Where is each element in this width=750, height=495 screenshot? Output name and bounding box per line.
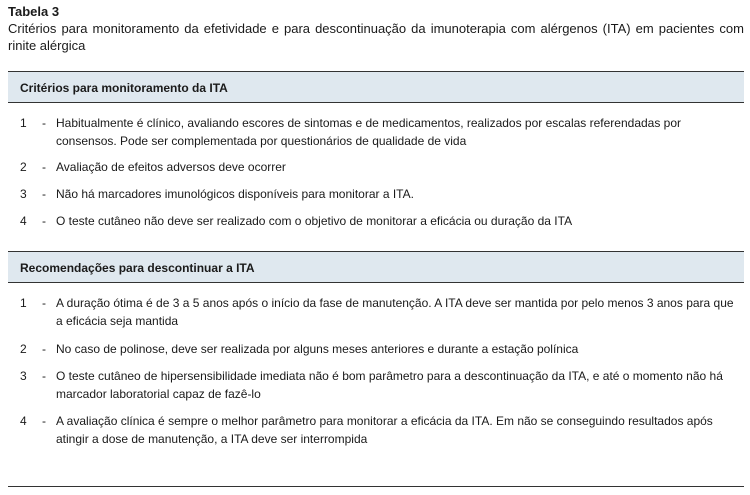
item-number: 3 [20, 187, 27, 201]
item-text: A avaliação clínica é sempre o melhor parâmetro para monitorar a eficácia da ITA. Em não se conseguindo resultados após atingir a dose de manutenção, a ITA deve ser interrompida [56, 414, 713, 446]
item-text: O teste cutâneo não deve ser realizado com o objetivo de monitorar a eficácia ou duração da ITA [56, 214, 573, 228]
section-heading-monitoring: Critérios para monitoramento da ITA [20, 81, 228, 95]
item-dash: - [42, 369, 46, 383]
list-item [20, 158, 736, 176]
item-dash: - [42, 342, 46, 356]
list-item [20, 412, 736, 448]
item-number: 1 [20, 296, 27, 310]
item-number: 2 [20, 342, 27, 356]
item-dash: - [42, 214, 46, 228]
item-number: 3 [20, 369, 27, 383]
item-number: 4 [20, 214, 27, 228]
list-item [20, 367, 736, 403]
list-item [20, 114, 736, 150]
list-item [20, 340, 736, 358]
item-dash: - [42, 187, 46, 201]
item-dash: - [42, 414, 46, 428]
item-dash: - [42, 296, 46, 310]
table-title: Tabela 3 [8, 4, 60, 19]
item-text: O teste cutâneo de hipersensibilidade imediata não é bom parâmetro para a descontinuação da ITA, e até o momento não há marcador laboratorial capaz de fazê-lo [56, 369, 723, 401]
item-number: 2 [20, 160, 27, 174]
item-number: 1 [20, 116, 27, 130]
item-text: No caso de polinose, deve ser realizada por alguns meses anteriores e durante a estação polínica [56, 342, 579, 356]
list-item [20, 212, 736, 230]
item-dash: - [42, 116, 46, 130]
item-text: Avaliação de efeitos adversos deve ocorrer [56, 160, 286, 174]
bottom-rule [8, 486, 744, 487]
list-item [20, 185, 736, 203]
list-item [20, 294, 736, 330]
item-text: Não há marcadores imunológicos disponíveis para monitorar a ITA. [56, 187, 414, 201]
section-heading-discontinue: Recomendações para descontinuar a ITA [20, 261, 255, 275]
item-text: Habitualmente é clínico, avaliando escores de sintomas e de medicamentos, realizados por escalas referendadas por consensos. Pode ser complementada por questionários de qualidade de vida [56, 116, 682, 148]
header-rule-discontinue [8, 282, 744, 283]
item-dash: - [42, 160, 46, 174]
header-rule-monitoring [8, 102, 744, 103]
item-number: 4 [20, 414, 27, 428]
table-caption: Critérios para monitoramento da efetividade e para descontinuação da imunoterapia com alérgenos (ITA) em pacientes com rinite alérgica [8, 21, 744, 53]
item-text: A duração ótima é de 3 a 5 anos após o início da fase de manutenção. A ITA deve ser mantida por pelo menos 3 anos para que a eficácia seja mantida [56, 296, 734, 328]
